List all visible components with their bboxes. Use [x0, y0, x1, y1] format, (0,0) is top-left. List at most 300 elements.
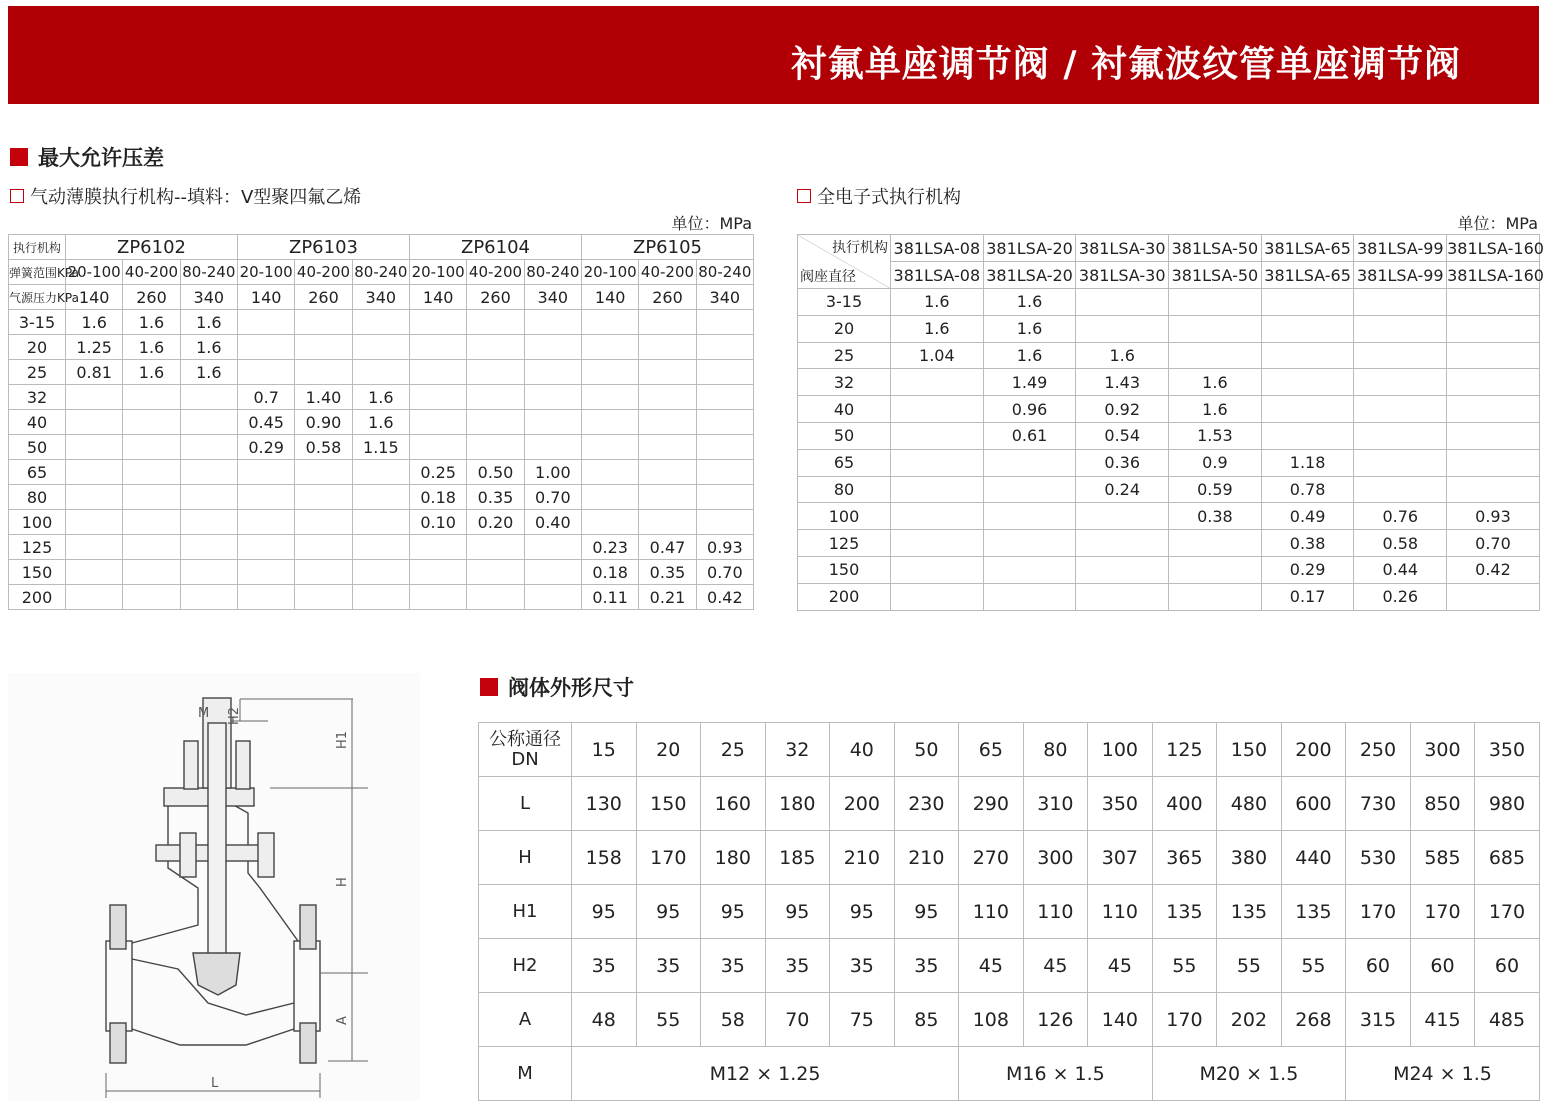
- table-row: [479, 831, 1540, 885]
- value-cell: 108: [959, 993, 1024, 1047]
- value-cell: [639, 460, 696, 485]
- table-row: [798, 449, 1540, 476]
- value-cell: 0.38: [1261, 530, 1354, 557]
- air-pressure-cell: 340: [180, 285, 237, 310]
- value-cell: [295, 460, 352, 485]
- corner-bottom-label: 阀座直径: [800, 269, 856, 285]
- table-row: [798, 422, 1540, 449]
- value-cell: [1354, 449, 1447, 476]
- dn-value-cell: 32: [765, 723, 830, 777]
- table-row: [798, 476, 1540, 503]
- value-cell: [238, 460, 295, 485]
- dn-value-cell: 200: [1281, 723, 1346, 777]
- value-cell: 290: [959, 777, 1024, 831]
- value-cell: [1354, 476, 1447, 503]
- value-cell: [582, 410, 639, 435]
- value-cell: 1.6: [180, 310, 237, 335]
- value-cell: [891, 476, 984, 503]
- table-row: [9, 585, 754, 610]
- row-label-cell: 65: [9, 460, 66, 485]
- row-label-cell: 32: [9, 385, 66, 410]
- row-label-cell: 200: [9, 585, 66, 610]
- value-cell: [639, 510, 696, 535]
- model-header-cell: 381LSA-50: [1169, 262, 1262, 289]
- dn-value-cell: 300: [1410, 723, 1475, 777]
- dn-label-cell: 公称通径 DN: [479, 723, 572, 777]
- value-cell: [295, 360, 352, 385]
- spring-range-cell: 80-240: [352, 260, 409, 285]
- dn-value-cell: 80: [1023, 723, 1088, 777]
- value-cell: 400: [1152, 777, 1217, 831]
- value-cell: 35: [701, 939, 766, 993]
- spring-range-cell: 20-100: [238, 260, 295, 285]
- table-row: [479, 939, 1540, 993]
- row-label-cell: 50: [798, 422, 891, 449]
- value-cell: 35: [572, 939, 637, 993]
- spring-range-cell: 40-200: [639, 260, 696, 285]
- value-cell: 0.50: [467, 460, 524, 485]
- row-label-cell: M: [479, 1047, 572, 1101]
- value-cell: 0.11: [582, 585, 639, 610]
- value-cell: 1.6: [1076, 342, 1169, 369]
- dim-label-h2: H2: [227, 706, 242, 725]
- value-cell: [891, 583, 984, 610]
- value-cell: [66, 510, 123, 535]
- value-cell: [410, 310, 467, 335]
- value-cell: [295, 535, 352, 560]
- valve-cross-section: [8, 673, 420, 1101]
- value-cell: [983, 530, 1076, 557]
- value-cell: 485: [1475, 993, 1540, 1047]
- value-cell: [524, 360, 581, 385]
- model-header-cell: 381LSA-99: [1354, 262, 1447, 289]
- row-label-cell: 65: [798, 449, 891, 476]
- value-cell: [66, 435, 123, 460]
- value-cell: 0.54: [1076, 422, 1169, 449]
- value-cell: [467, 560, 524, 585]
- value-cell: [295, 485, 352, 510]
- value-cell: 980: [1475, 777, 1540, 831]
- value-cell: [1447, 396, 1540, 423]
- table-row: [9, 335, 754, 360]
- value-cell: 0.58: [295, 435, 352, 460]
- model-header-cell: 381LSA-160: [1447, 262, 1540, 289]
- value-cell: 60: [1475, 939, 1540, 993]
- value-cell: [66, 460, 123, 485]
- subtitle-pneumatic-text: 气动薄膜执行机构--填料：V型聚四氟乙烯: [30, 187, 362, 208]
- model-header-cell: ZP6102: [66, 235, 238, 260]
- table-row: [9, 460, 754, 485]
- value-cell: 300: [1023, 831, 1088, 885]
- value-cell: [696, 385, 753, 410]
- model-header-cell: 381LSA-65: [1261, 235, 1354, 262]
- value-cell: 150: [636, 777, 701, 831]
- value-cell: 530: [1346, 831, 1411, 885]
- value-cell: [1169, 556, 1262, 583]
- value-cell: 1.6: [123, 360, 180, 385]
- value-cell: [1447, 422, 1540, 449]
- value-cell: [467, 310, 524, 335]
- dim-label-a: A: [335, 1016, 350, 1025]
- value-cell: 0.70: [1447, 530, 1540, 557]
- value-cell: [352, 360, 409, 385]
- value-cell: [352, 510, 409, 535]
- dn-value-cell: 50: [894, 723, 959, 777]
- value-cell: 600: [1281, 777, 1346, 831]
- header-cell: 弹簧范围KPa: [9, 260, 66, 285]
- value-cell: [1169, 289, 1262, 316]
- value-cell: 0.18: [410, 485, 467, 510]
- model-header-cell: 381LSA-50: [1169, 235, 1262, 262]
- value-cell: [696, 310, 753, 335]
- value-cell: [410, 585, 467, 610]
- row-label-cell: 125: [9, 535, 66, 560]
- value-cell: [352, 485, 409, 510]
- value-cell: 1.6: [123, 335, 180, 360]
- air-pressure-cell: 140: [66, 285, 123, 310]
- row-label-cell: 100: [798, 503, 891, 530]
- value-cell: 0.76: [1354, 503, 1447, 530]
- value-cell: [1076, 530, 1169, 557]
- value-cell: [1447, 342, 1540, 369]
- model-header-cell: ZP6105: [582, 235, 754, 260]
- value-cell: 230: [894, 777, 959, 831]
- value-cell: 170: [1410, 885, 1475, 939]
- dn-value-cell: 150: [1217, 723, 1282, 777]
- value-cell: 135: [1152, 885, 1217, 939]
- value-cell: [410, 535, 467, 560]
- value-cell: 1.25: [66, 335, 123, 360]
- value-cell: 0.10: [410, 510, 467, 535]
- value-cell: [582, 460, 639, 485]
- spring-range-cell: 20-100: [410, 260, 467, 285]
- value-cell: 0.23: [582, 535, 639, 560]
- value-cell: [295, 310, 352, 335]
- value-cell: 75: [830, 993, 895, 1047]
- dn-value-cell: 20: [636, 723, 701, 777]
- thread-cell: M24 × 1.5: [1346, 1047, 1540, 1101]
- value-cell: 45: [1088, 939, 1153, 993]
- value-cell: [352, 535, 409, 560]
- value-cell: [696, 410, 753, 435]
- value-cell: [696, 460, 753, 485]
- dimension-table: [478, 722, 1540, 1101]
- value-cell: 130: [572, 777, 637, 831]
- row-label-cell: H2: [479, 939, 572, 993]
- subtitle-electric-text: 全电子式执行机构: [817, 187, 961, 208]
- model-header-cell: ZP6104: [410, 235, 582, 260]
- value-cell: [295, 510, 352, 535]
- model-header-cell: 381LSA-30: [1076, 262, 1169, 289]
- value-cell: [696, 510, 753, 535]
- dn-value-cell: 65: [959, 723, 1024, 777]
- value-cell: 135: [1217, 885, 1282, 939]
- value-cell: [1169, 315, 1262, 342]
- value-cell: [1447, 289, 1540, 316]
- row-label-cell: 20: [9, 335, 66, 360]
- value-cell: [238, 535, 295, 560]
- value-cell: 1.6: [180, 360, 237, 385]
- value-cell: [1447, 449, 1540, 476]
- value-cell: 95: [894, 885, 959, 939]
- section-title-text: 阀体外形尺寸: [508, 676, 634, 700]
- value-cell: 200: [830, 777, 895, 831]
- value-cell: 1.6: [352, 410, 409, 435]
- electric-pressure-table: [797, 234, 1544, 611]
- value-cell: [1169, 342, 1262, 369]
- value-cell: 95: [572, 885, 637, 939]
- value-cell: [1076, 583, 1169, 610]
- value-cell: 307: [1088, 831, 1153, 885]
- value-cell: 0.93: [696, 535, 753, 560]
- value-cell: 140: [1088, 993, 1153, 1047]
- table-row: [9, 410, 754, 435]
- value-cell: [524, 585, 581, 610]
- air-pressure-cell: 340: [524, 285, 581, 310]
- subtitle-pneumatic: [10, 183, 361, 209]
- value-cell: [238, 335, 295, 360]
- table-row: [798, 342, 1540, 369]
- value-cell: [66, 535, 123, 560]
- value-cell: 1.49: [983, 369, 1076, 396]
- value-cell: 210: [830, 831, 895, 885]
- section-title-max-pressure: [10, 142, 164, 172]
- value-cell: 0.61: [983, 422, 1076, 449]
- value-cell: 0.45: [238, 410, 295, 435]
- value-cell: 180: [701, 831, 766, 885]
- value-cell: 45: [1023, 939, 1088, 993]
- value-cell: [891, 396, 984, 423]
- thread-cell: M12 × 1.25: [572, 1047, 959, 1101]
- page-title: 衬氟单座调节阀 / 衬氟波纹管单座调节阀: [790, 44, 1461, 85]
- value-cell: [524, 335, 581, 360]
- dn-value-cell: 25: [701, 723, 766, 777]
- value-cell: [410, 435, 467, 460]
- value-cell: [983, 503, 1076, 530]
- value-cell: [983, 449, 1076, 476]
- value-cell: 1.6: [352, 385, 409, 410]
- row-label-cell: 150: [9, 560, 66, 585]
- value-cell: 170: [636, 831, 701, 885]
- row-label-cell: 100: [9, 510, 66, 535]
- value-cell: [1354, 369, 1447, 396]
- air-pressure-cell: 340: [696, 285, 753, 310]
- dn-value-cell: 250: [1346, 723, 1411, 777]
- value-cell: [238, 510, 295, 535]
- spring-range-cell: 20-100: [582, 260, 639, 285]
- value-cell: [180, 510, 237, 535]
- value-cell: [1354, 289, 1447, 316]
- value-cell: 1.18: [1261, 449, 1354, 476]
- value-cell: 380: [1217, 831, 1282, 885]
- value-cell: [696, 435, 753, 460]
- value-cell: 730: [1346, 777, 1411, 831]
- value-cell: 1.04: [891, 342, 984, 369]
- value-cell: [180, 435, 237, 460]
- value-cell: [467, 360, 524, 385]
- table-row: [479, 777, 1540, 831]
- value-cell: 0.90: [295, 410, 352, 435]
- air-pressure-cell: 340: [352, 285, 409, 310]
- value-cell: [180, 560, 237, 585]
- value-cell: 1.6: [180, 335, 237, 360]
- model-header-cell: 381LSA-30: [1076, 235, 1169, 262]
- value-cell: 95: [701, 885, 766, 939]
- value-cell: 1.15: [352, 435, 409, 460]
- value-cell: [180, 585, 237, 610]
- value-cell: 0.44: [1354, 556, 1447, 583]
- unit-label-electric: 单位：MPa: [1457, 214, 1538, 233]
- value-cell: 70: [765, 993, 830, 1047]
- value-cell: [582, 485, 639, 510]
- value-cell: 110: [959, 885, 1024, 939]
- model-header-cell: 381LSA-160: [1447, 235, 1540, 262]
- value-cell: [639, 335, 696, 360]
- header-banner: [8, 6, 1539, 104]
- value-cell: 1.6: [123, 310, 180, 335]
- value-cell: [66, 485, 123, 510]
- hollow-square-icon: [10, 189, 24, 203]
- value-cell: [410, 410, 467, 435]
- value-cell: 180: [765, 777, 830, 831]
- value-cell: [1169, 583, 1262, 610]
- thread-cell: M20 × 1.5: [1152, 1047, 1346, 1101]
- air-pressure-cell: 260: [467, 285, 524, 310]
- table-row: [9, 510, 754, 535]
- value-cell: 1.6: [891, 315, 984, 342]
- value-cell: [696, 485, 753, 510]
- value-cell: [238, 310, 295, 335]
- value-cell: [66, 560, 123, 585]
- table-row: [798, 583, 1540, 610]
- value-cell: [1447, 369, 1540, 396]
- dim-label-h1: H1: [335, 730, 350, 749]
- row-label-cell: H: [479, 831, 572, 885]
- value-cell: [467, 385, 524, 410]
- dim-label-l: L: [211, 1076, 219, 1091]
- value-cell: 95: [830, 885, 895, 939]
- table-row: [9, 560, 754, 585]
- value-cell: 1.43: [1076, 369, 1169, 396]
- value-cell: 0.96: [983, 396, 1076, 423]
- model-header-cell: 381LSA-20: [983, 262, 1076, 289]
- value-cell: 95: [636, 885, 701, 939]
- value-cell: [1354, 342, 1447, 369]
- value-cell: [352, 585, 409, 610]
- value-cell: 170: [1346, 885, 1411, 939]
- row-label-cell: 20: [798, 315, 891, 342]
- value-cell: [639, 385, 696, 410]
- valve-drawing: [8, 673, 420, 1101]
- value-cell: 0.58: [1354, 530, 1447, 557]
- value-cell: 60: [1410, 939, 1475, 993]
- model-header-cell: 381LSA-99: [1354, 235, 1447, 262]
- value-cell: [352, 460, 409, 485]
- spring-range-cell: 80-240: [180, 260, 237, 285]
- value-cell: [238, 560, 295, 585]
- value-cell: 1.6: [1169, 369, 1262, 396]
- value-cell: [410, 360, 467, 385]
- value-cell: [582, 510, 639, 535]
- value-cell: [123, 510, 180, 535]
- spring-range-cell: 40-200: [295, 260, 352, 285]
- value-cell: [1076, 289, 1169, 316]
- value-cell: [1354, 396, 1447, 423]
- value-cell: [639, 360, 696, 385]
- section-title-text: 最大允许压差: [38, 146, 164, 170]
- corner-cell: [798, 235, 891, 289]
- value-cell: [639, 310, 696, 335]
- table-row: [798, 396, 1540, 423]
- value-cell: 0.40: [524, 510, 581, 535]
- value-cell: 58: [701, 993, 766, 1047]
- value-cell: [524, 435, 581, 460]
- value-cell: [1261, 396, 1354, 423]
- table-row: [798, 556, 1540, 583]
- value-cell: 0.70: [524, 485, 581, 510]
- value-cell: 0.49: [1261, 503, 1354, 530]
- value-cell: [891, 556, 984, 583]
- value-cell: 55: [1281, 939, 1346, 993]
- dim-label-h: H: [335, 877, 350, 887]
- value-cell: [123, 485, 180, 510]
- pneumatic-pressure-table: [8, 234, 754, 610]
- value-cell: [1076, 556, 1169, 583]
- row-label-cell: 25: [9, 360, 66, 385]
- value-cell: 202: [1217, 993, 1282, 1047]
- air-pressure-cell: 140: [238, 285, 295, 310]
- model-header-cell: 381LSA-20: [983, 235, 1076, 262]
- table-header-row: [479, 723, 1540, 777]
- air-pressure-cell: 140: [582, 285, 639, 310]
- value-cell: [639, 410, 696, 435]
- dn-value-cell: 125: [1152, 723, 1217, 777]
- value-cell: [180, 485, 237, 510]
- row-label-cell: 40: [798, 396, 891, 423]
- value-cell: 315: [1346, 993, 1411, 1047]
- value-cell: [524, 310, 581, 335]
- value-cell: [66, 410, 123, 435]
- value-cell: [1447, 583, 1540, 610]
- row-label-cell: 50: [9, 435, 66, 460]
- value-cell: [180, 460, 237, 485]
- table-header-row: [798, 262, 1540, 289]
- air-pressure-cell: 260: [123, 285, 180, 310]
- value-cell: [1076, 315, 1169, 342]
- row-label-cell: H1: [479, 885, 572, 939]
- value-cell: 0.38: [1169, 503, 1262, 530]
- value-cell: 85: [894, 993, 959, 1047]
- value-cell: [123, 460, 180, 485]
- value-cell: 350: [1088, 777, 1153, 831]
- value-cell: 268: [1281, 993, 1346, 1047]
- value-cell: [1169, 530, 1262, 557]
- value-cell: 0.21: [639, 585, 696, 610]
- value-cell: [467, 410, 524, 435]
- value-cell: 210: [894, 831, 959, 885]
- value-cell: [983, 556, 1076, 583]
- value-cell: 135: [1281, 885, 1346, 939]
- value-cell: 0.35: [639, 560, 696, 585]
- value-cell: [410, 560, 467, 585]
- value-cell: 1.6: [66, 310, 123, 335]
- row-label-cell: 80: [9, 485, 66, 510]
- table-header-row: [9, 285, 754, 310]
- value-cell: 0.7: [238, 385, 295, 410]
- value-cell: 415: [1410, 993, 1475, 1047]
- value-cell: [891, 530, 984, 557]
- value-cell: 60: [1346, 939, 1411, 993]
